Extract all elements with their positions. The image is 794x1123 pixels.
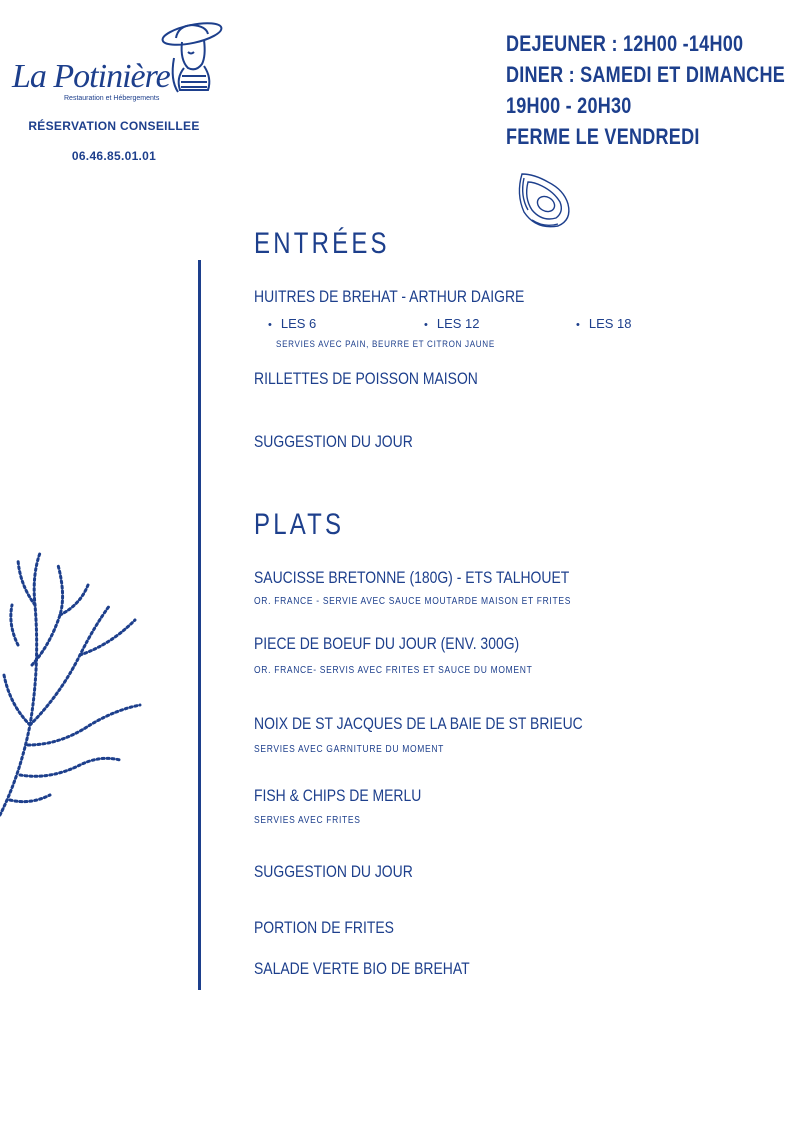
oyster-option-18: • LES 18 xyxy=(576,316,632,331)
menu-item-saucisse: SAUCISSE BRETONNE (180G) - ETS TALHOUET xyxy=(254,568,570,587)
oyster-option-6: • LES 6 xyxy=(268,316,316,331)
menu-item-entree-suggestion: SUGGESTION DU JOUR xyxy=(254,432,413,451)
reservation-label: RÉSERVATION CONSEILLEE xyxy=(28,119,200,133)
menu-item-plat-suggestion: SUGGESTION DU JOUR xyxy=(254,862,413,881)
logo-tagline: Restauration et Hébergements xyxy=(64,95,160,102)
hours-closed: FERME LE VENDREDI xyxy=(506,124,700,149)
menu-item-boeuf: PIECE DE BOEUF DU JOUR (ENV. 300G) xyxy=(254,634,520,653)
menu-item-saucisse-desc: OR. FRANCE - SERVIE AVEC SAUCE MOUTARDE MAISON ET FRITES xyxy=(254,596,572,607)
fisherman-icon xyxy=(158,20,224,100)
hours-dinner-time: 19H00 - 20H30 xyxy=(506,93,632,118)
menu-item-salade: SALADE VERTE BIO DE BREHAT xyxy=(254,959,470,978)
logo-name: La Potinière xyxy=(12,58,170,95)
restaurant-logo xyxy=(12,20,227,110)
hours-lunch: DEJEUNER : 12H00 -14H00 xyxy=(506,31,744,56)
menu-item-fish-chips: FISH & CHIPS DE MERLU xyxy=(254,786,422,805)
reservation-phone[interactable]: 06.46.85.01.01 xyxy=(71,149,157,163)
menu-item-st-jacques-desc: SERVIES AVEC GARNITURE DU MOMENT xyxy=(254,744,445,755)
opening-hours xyxy=(506,28,794,152)
oyster-icon xyxy=(514,168,574,232)
hours-dinner: DINER : SAMEDI ET DIMANCHE xyxy=(506,62,786,87)
oyster-note: SERVIES AVEC PAIN, BEURRE ET CITRON JAUNE xyxy=(276,339,495,350)
menu-item-fish-chips-desc: SERVIES AVEC FRITES xyxy=(254,815,361,826)
menu-item-boeuf-desc: OR. FRANCE- SERVIS AVEC FRITES ET SAUCE DU MOMENT xyxy=(254,665,533,676)
menu-item-frites: PORTION DE FRITES xyxy=(254,918,394,937)
plats-title: PLATS xyxy=(254,508,345,541)
menu-item-st-jacques: NOIX DE ST JACQUES DE LA BAIE DE ST BRIEUC xyxy=(254,714,583,733)
vertical-divider xyxy=(198,260,201,990)
menu-item-oysters: HUITRES DE BREHAT - ARTHUR DAIGRE xyxy=(254,287,525,306)
entrees-title: ENTRÉES xyxy=(254,227,390,260)
coral-illustration xyxy=(0,545,145,830)
menu-item-rillettes: RILLETTES DE POISSON MAISON xyxy=(254,369,478,388)
oyster-option-12: • LES 12 xyxy=(424,316,480,331)
